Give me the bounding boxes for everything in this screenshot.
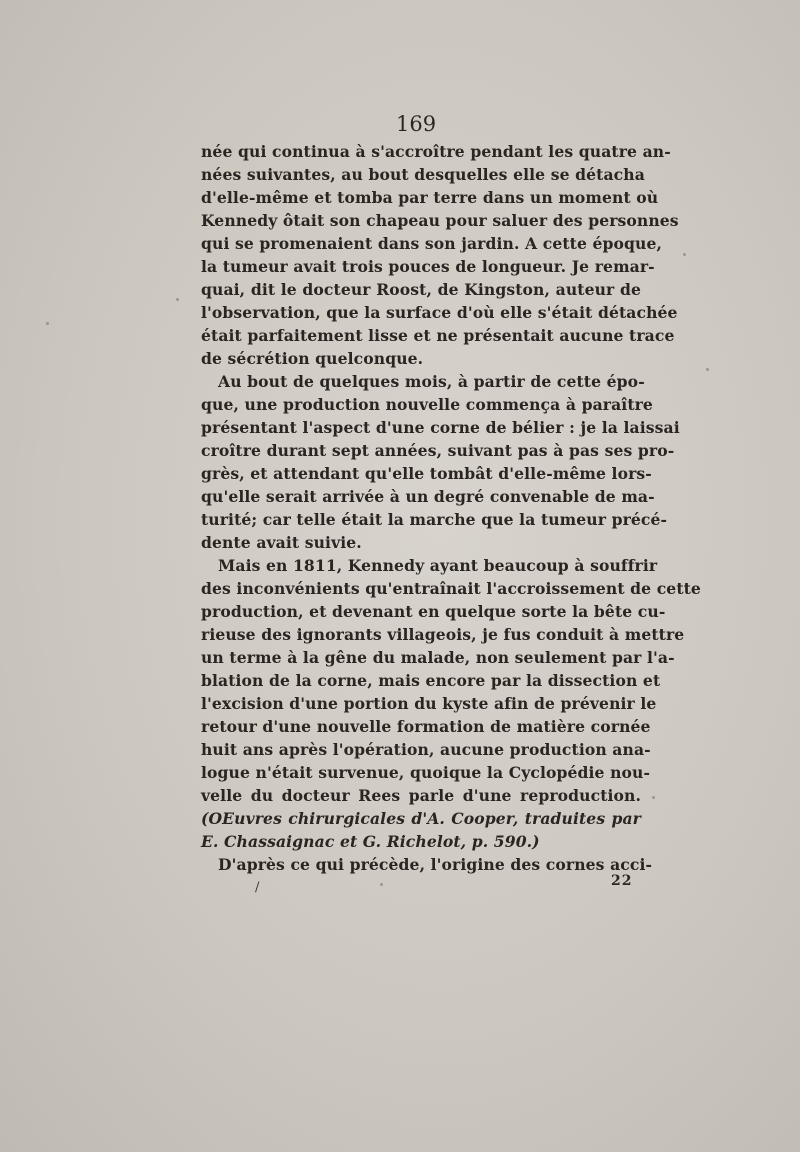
text-line: présentant l'aspect d'une corne de bélier : je la laissai bbox=[201, 418, 680, 437]
text-line: qui se promenaient dans son jardin. A cette époque, bbox=[201, 234, 663, 253]
text-line: huit ans après l'opération, aucune production ana- bbox=[201, 740, 651, 759]
body-text bbox=[201, 140, 701, 876]
citation-line: (OEuvres chirurgicales d'A. Cooper, traduites par bbox=[201, 809, 641, 828]
text-line: velle du docteur Rees parle d'une reproduction. bbox=[201, 786, 641, 805]
text-line: que, une production nouvelle commença à paraître bbox=[201, 395, 653, 414]
signature-mark: / bbox=[255, 880, 260, 895]
text-line: des inconvénients qu'entraînait l'accroissement de cette bbox=[201, 579, 701, 598]
text-line: l'excision d'une portion du kyste afin de prévenir le bbox=[201, 694, 657, 713]
text-line: qu'elle serait arrivée à un degré convenable de ma- bbox=[201, 487, 655, 506]
text-line: de sécrétion quelconque. bbox=[201, 349, 424, 368]
text-line: rieuse des ignorants villageois, je fus conduit à mettre bbox=[201, 625, 685, 644]
text-line: grès, et attendant qu'elle tombât d'elle-même lors- bbox=[201, 464, 652, 483]
scan-speck bbox=[706, 368, 709, 371]
sheet-number: 22 bbox=[611, 873, 633, 889]
text-line: D'après ce qui précède, l'origine des cornes acci- bbox=[218, 855, 653, 874]
citation-line: E. Chassaignac et G. Richelot, p. 590.) bbox=[201, 832, 540, 851]
scan-speck bbox=[652, 796, 655, 799]
text-line: l'observation, que la surface d'où elle s'était détachée bbox=[201, 303, 678, 322]
text-line: logue n'était survenue, quoique la Cyclopédie nou- bbox=[201, 763, 651, 782]
text-line: production, et devenant en quelque sorte la bête cu- bbox=[201, 602, 666, 621]
text-line: était parfaitement lisse et ne présentait aucune trace bbox=[201, 326, 675, 345]
text-line: nées suivantes, au bout desquelles elle se détacha bbox=[201, 165, 645, 184]
text-line: turité; car telle était la marche que la tumeur précé- bbox=[201, 510, 668, 529]
text-line: croître durant sept années, suivant pas à pas ses pro- bbox=[201, 441, 675, 460]
text-line: dente avait suivie. bbox=[201, 533, 362, 552]
scan-speck bbox=[683, 253, 686, 256]
text-line: d'elle-même et tomba par terre dans un moment où bbox=[201, 188, 659, 207]
text-line: un terme à la gêne du malade, non seulement par l'a- bbox=[201, 648, 675, 667]
text-line: née qui continua à s'accroître pendant les quatre an- bbox=[201, 142, 671, 161]
text-line: Kennedy ôtait son chapeau pour saluer des personnes bbox=[201, 211, 679, 230]
text-line: Au bout de quelques mois, à partir de cette épo- bbox=[218, 372, 645, 391]
page-number: 169 bbox=[396, 112, 437, 136]
text-line: la tumeur avait trois pouces de longueur. Je remar- bbox=[201, 257, 655, 276]
text-line: Mais en 1811, Kennedy ayant beaucoup à souffrir bbox=[218, 556, 658, 575]
text-line: retour d'une nouvelle formation de matière cornée bbox=[201, 717, 651, 736]
scan-speck bbox=[176, 298, 179, 301]
text-line: blation de la corne, mais encore par la dissection et bbox=[201, 671, 661, 690]
scan-speck bbox=[380, 883, 383, 886]
scan-speck bbox=[46, 322, 49, 325]
text-line: quai, dit le docteur Roost, de Kingston, auteur de bbox=[201, 280, 641, 299]
